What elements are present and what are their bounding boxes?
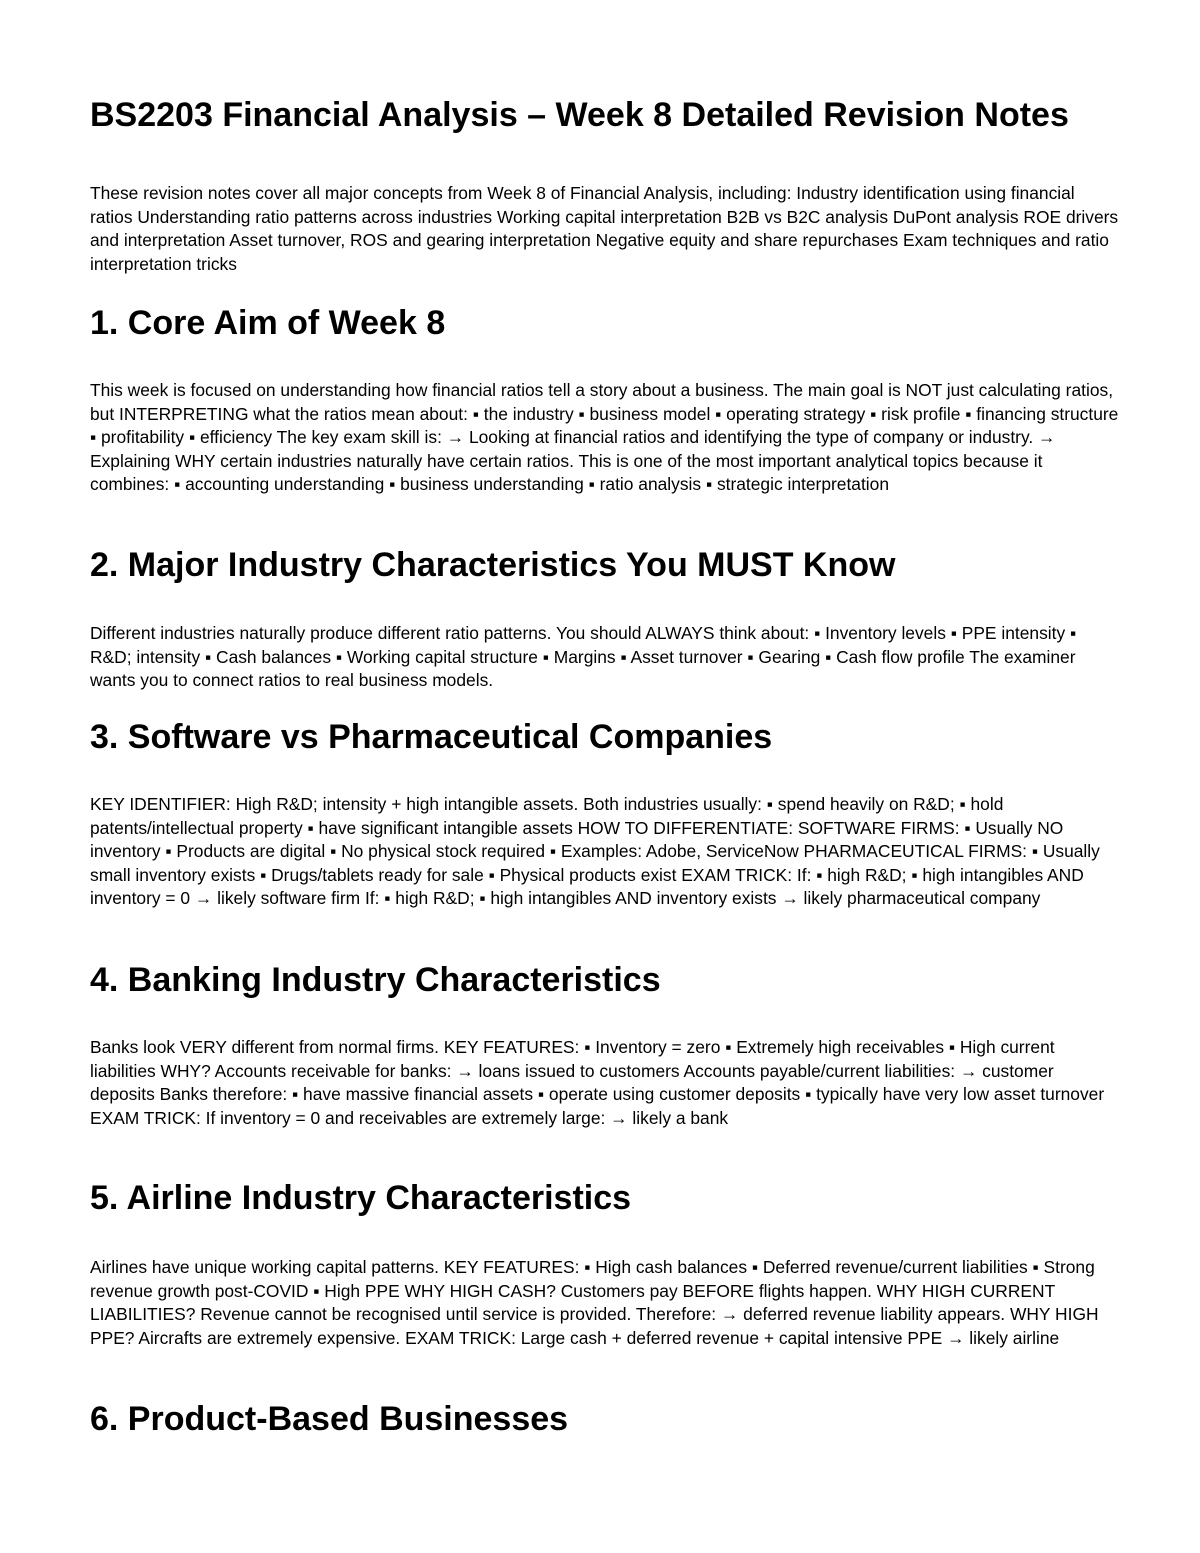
section-body-4: Banks look VERY different from normal firms. KEY FEATURES: ▪ Inventory = zero ▪ Extremely high receivables ▪ High current liabilities WHY? Accounts receivable for banks: → loans issued to customers Accounts payable/current liabilities: → customer deposits Banks therefore: ▪ have massive financial assets ▪ operate using customer deposits ▪ typically have very low asset turnover EXAM TRICK: If inventory = 0 and receivables are extremely large: → likely a bank xyxy=(90,1037,1105,1128)
section-body-3: KEY IDENTIFIER: High R&D; intensity + high intangible assets. Both industries usually: ▪ spend heavily on R&D; ▪ hold patents/intellectual property ▪ have significant intangible assets HOW TO DIFFERENTIATE: SOFTWARE FIRMS: ▪ Usually NO inventory ▪ Products are digital ▪ No physical stock required ▪ Examples: Adobe, ServiceNow PHARMACEUTICAL FIRMS: ▪ Usually small inventory exists ▪ Drugs/tablets ready for sale ▪ Physical products exist EXAM TRICK: If: ▪ high R&D; ▪ high intangibles AND inventory = 0 → likely software firm If: ▪ high R&D; ▪ high intangibles AND inventory exists → likely pharmaceutical company xyxy=(90,794,1100,909)
section-heading-2: 2. Major Industry Characteristics You MUST Know xyxy=(90,546,896,584)
section-body-2: Different industries naturally produce different ratio patterns. You should ALWAYS think about: ▪ Inventory levels ▪ PPE intensity ▪ R&D; intensity ▪ Cash balances ▪ Working capital structure ▪ Margins ▪ Asset turnover ▪ Gearing ▪ Cash flow profile The examiner wants you to connect ratios to real business models. xyxy=(90,623,1077,691)
section-heading-3: 3. Software vs Pharmaceutical Companies xyxy=(90,718,773,756)
document-title: BS2203 Financial Analysis – Week 8 Detailed Revision Notes xyxy=(90,96,1069,134)
section-heading-5: 5. Airline Industry Characteristics xyxy=(90,1179,632,1217)
section-heading-4: 4. Banking Industry Characteristics xyxy=(90,961,661,999)
intro-paragraph: These revision notes cover all major concepts from Week 8 of Financial Analysis, including: Industry identification using financial ratios Understanding ratio patterns across industries Working capital interpretation B2B vs B2C analysis DuPont analysis ROE drivers and interpretation Asset turnover, ROS and gearing interpretation Negative equity and share repurchases Exam techniques and ratio interpretation tricks xyxy=(90,183,1119,274)
section-body-5: Airlines have unique working capital patterns. KEY FEATURES: ▪ High cash balances ▪ Deferred revenue/current liabilities ▪ Strong revenue growth post-COVID ▪ High PPE WHY HIGH CASH? Customers pay BEFORE flights happen. WHY HIGH CURRENT LIABILITIES? Revenue cannot be recognised until service is provided. Therefore: → deferred revenue liability appears. WHY HIGH PPE? Aircrafts are extremely expensive. EXAM TRICK: Large cash + deferred revenue + capital intensive PPE → likely airline xyxy=(90,1257,1099,1348)
section-body-1: This week is focused on understanding how financial ratios tell a story about a business. The main goal is NOT just calculating ratios, but INTERPRETING what the ratios mean about: ▪ the industry ▪ business model ▪ operating strategy ▪ risk profile ▪ financing structure ▪ profitability ▪ efficiency The key exam skill is: → Looking at financial ratios and identifying the type of company or industry. → Explaining WHY certain industries naturally have certain ratios. This is one of the most important analytical topics because it combines: ▪ accounting understanding ▪ business understanding ▪ ratio analysis ▪ strategic interpretation xyxy=(90,380,1119,495)
section-heading-1: 1. Core Aim of Week 8 xyxy=(90,304,446,342)
section-heading-6: 6. Product-Based Businesses xyxy=(90,1400,569,1438)
